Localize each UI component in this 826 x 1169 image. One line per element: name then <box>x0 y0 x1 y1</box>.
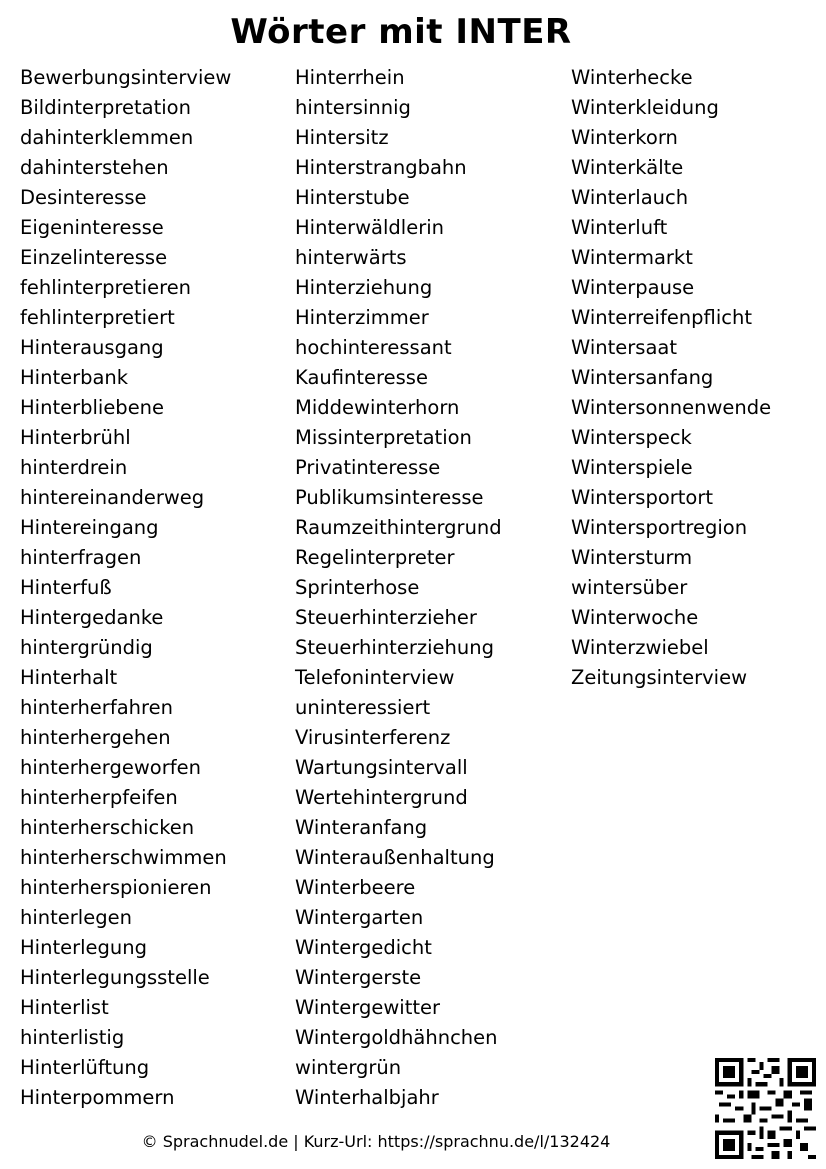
word-item: Hinterlüftung <box>20 1056 150 1079</box>
word-item: Einzelinteresse <box>20 246 168 269</box>
word-column-1 <box>20 63 231 1113</box>
word-item: dahinterklemmen <box>20 126 194 149</box>
word-item: Winterluft <box>571 216 668 239</box>
word-item: hinterherpfeifen <box>20 786 178 809</box>
word-item: hinterlegen <box>20 906 132 929</box>
word-item: hintereinanderweg <box>20 486 205 509</box>
word-item: Hinterziehung <box>295 276 433 299</box>
word-item: Steuerhinterzieher <box>295 606 477 629</box>
word-item: Wintersportregion <box>571 516 748 539</box>
word-item: Hinterlegungsstelle <box>20 966 210 989</box>
footer-text: © Sprachnudel.de | Kurz-Url: https://sprachnu.de/l/132424 <box>141 1132 611 1151</box>
page-title: Wörter mit INTER <box>230 12 572 52</box>
word-item: Winterwoche <box>571 606 699 629</box>
word-item: Kaufinteresse <box>295 366 428 389</box>
word-item: Zeitungsinterview <box>571 666 748 689</box>
word-item: wintersüber <box>571 576 688 599</box>
word-item: hinterhergeworfen <box>20 756 201 779</box>
word-item: hinterherschwimmen <box>20 846 227 869</box>
word-item: Virusinterferenz <box>295 726 451 749</box>
word-item: hintergründig <box>20 636 153 659</box>
word-item: Wintersaat <box>571 336 677 359</box>
word-item: uninteressiert <box>295 696 431 719</box>
word-item: Winterreifenpflicht <box>571 306 752 329</box>
word-item: Winteraußenhaltung <box>295 846 495 869</box>
word-item: Hinterlegung <box>20 936 147 959</box>
word-item: Wintergewitter <box>295 996 440 1019</box>
word-item: Winterlauch <box>571 186 689 209</box>
word-item: Hinterzimmer <box>295 306 429 329</box>
word-item: Hintersitz <box>295 126 389 149</box>
word-item: Hinterfuß <box>20 576 112 599</box>
word-item: Wintersonnenwende <box>571 396 772 419</box>
word-item: Regelinterpreter <box>295 546 455 569</box>
word-item: Wintersturm <box>571 546 693 569</box>
word-item: Sprinterhose <box>295 576 420 599</box>
word-item: Hinterausgang <box>20 336 164 359</box>
word-item: wintergrün <box>295 1056 402 1079</box>
word-item: Raumzeithintergrund <box>295 516 502 539</box>
word-item: Middewinterhorn <box>295 396 460 419</box>
qr-code-icon <box>715 1058 816 1159</box>
word-item: Wertehintergrund <box>295 786 468 809</box>
word-item: Missinterpretation <box>295 426 472 449</box>
word-item: Wintersportort <box>571 486 714 509</box>
word-item: Steuerhinterziehung <box>295 636 494 659</box>
word-item: Winterspeck <box>571 426 692 449</box>
word-item: Wartungsintervall <box>295 756 468 779</box>
word-item: Wintersanfang <box>571 366 714 389</box>
word-item: Hintereingang <box>20 516 159 539</box>
word-item: Winterkleidung <box>571 96 719 119</box>
word-item: hinterlistig <box>20 1026 125 1049</box>
word-item: Bildinterpretation <box>20 96 191 119</box>
word-item: Hinterbliebene <box>20 396 165 419</box>
word-item: Hinterstrangbahn <box>295 156 467 179</box>
word-item: Winterhecke <box>571 66 693 89</box>
word-item: Hinterbrühl <box>20 426 131 449</box>
word-item: Winterhalbjahr <box>295 1086 439 1109</box>
word-item: Hinterlist <box>20 996 109 1019</box>
word-item: Publikumsinteresse <box>295 486 484 509</box>
word-item: Winterbeere <box>295 876 416 899</box>
word-item: fehlinterpretieren <box>20 276 192 299</box>
word-item: Wintergarten <box>295 906 424 929</box>
word-item: hinterdrein <box>20 456 128 479</box>
word-item: Hinterstube <box>295 186 410 209</box>
word-item: Hintergedanke <box>20 606 164 629</box>
word-item: hinterherspionieren <box>20 876 212 899</box>
word-item: fehlinterpretiert <box>20 306 175 329</box>
word-item: Desinteresse <box>20 186 147 209</box>
word-item: hinterhergehen <box>20 726 171 749</box>
word-item: Hinterhalt <box>20 666 118 689</box>
word-item: hinterfragen <box>20 546 142 569</box>
word-item: hinterherschicken <box>20 816 195 839</box>
word-item: Wintergoldhähnchen <box>295 1026 498 1049</box>
word-item: Telefoninterview <box>295 666 455 689</box>
word-item: hinterherfahren <box>20 696 173 719</box>
word-column-2 <box>295 63 502 1113</box>
word-item: hintersinnig <box>295 96 411 119</box>
word-item: Eigeninteresse <box>20 216 164 239</box>
word-item: Winterkälte <box>571 156 684 179</box>
word-item: Privatinteresse <box>295 456 441 479</box>
word-item: Hinterpommern <box>20 1086 175 1109</box>
word-item: dahinterstehen <box>20 156 169 179</box>
word-item: Winterkorn <box>571 126 678 149</box>
word-item: hochinteressant <box>295 336 452 359</box>
word-item: Wintergerste <box>295 966 422 989</box>
word-item: Hinterwäldlerin <box>295 216 445 239</box>
word-item: Winterspiele <box>571 456 693 479</box>
word-item: Wintermarkt <box>571 246 693 269</box>
word-item: Bewerbungsinterview <box>20 66 232 89</box>
word-item: Hinterbank <box>20 366 129 389</box>
word-item: Winterpause <box>571 276 695 299</box>
word-item: Hinterrhein <box>295 66 405 89</box>
word-item: Wintergedicht <box>295 936 432 959</box>
word-item: hinterwärts <box>295 246 407 269</box>
word-column-3 <box>571 63 771 693</box>
word-item: Winterzwiebel <box>571 636 709 659</box>
word-item: Winteranfang <box>295 816 428 839</box>
